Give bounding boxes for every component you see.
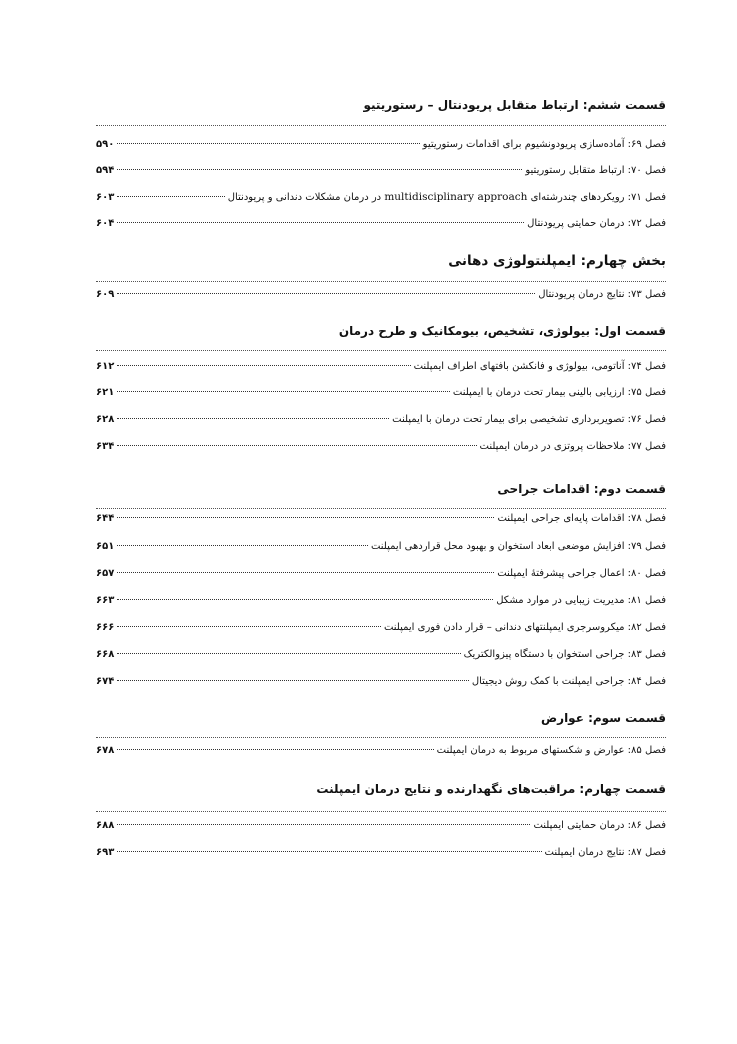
toc-entry[interactable] — [96, 847, 666, 863]
entry-title: فصل ۸۳: جراحی استخوان با دستگاه پیزوالکتریک — [463, 649, 666, 660]
toc-entry[interactable] — [96, 165, 666, 181]
divider — [96, 737, 666, 738]
entry-title: فصل ۸۱: مدیریت زیبایی در موارد مشکل — [496, 595, 666, 606]
section-heading: قسمت سوم: عوارض — [541, 711, 666, 725]
dot-leader — [117, 653, 460, 654]
section-heading: قسمت اول: بیولوژی، تشخیص، بیومکانیک و طرح درمان — [338, 324, 666, 338]
entry-page-number: ۶۰۴ — [96, 218, 115, 229]
entry-page-number: ۶۳۴ — [96, 441, 115, 452]
toc-entry[interactable] — [96, 541, 666, 557]
entry-page-number: ۶۴۴ — [96, 513, 115, 524]
toc-entry[interactable] — [96, 361, 666, 377]
dot-leader — [117, 680, 469, 681]
toc-entry[interactable] — [96, 191, 666, 207]
toc-entry[interactable] — [96, 414, 666, 430]
toc-entry[interactable] — [96, 649, 666, 665]
entry-title: فصل ۷۳: نتایج درمان پریودنتال — [538, 289, 666, 300]
section-heading: قسمت دوم: اقدامات جراحی — [497, 482, 666, 496]
entry-title: فصل ۸۶: درمان حمایتی ایمپلنت — [533, 820, 666, 831]
dot-leader — [117, 418, 389, 419]
toc-entry[interactable] — [96, 595, 666, 611]
dot-leader — [117, 626, 381, 627]
dot-leader — [117, 851, 541, 852]
toc-entry[interactable] — [96, 218, 666, 234]
entry-title: فصل ۷۵: ارزیابی بالینی بیمار تحت درمان با ایمپلنت — [452, 387, 666, 398]
entry-title: فصل ۷۷: ملاحظات پروتزی در درمان ایمپلنت — [479, 441, 666, 452]
entry-title: فصل ۷۴: آناتومی، بیولوژی و فانکشن بافتهای اطراف ایمپلنت — [413, 361, 666, 372]
dot-leader — [117, 391, 450, 392]
entry-title-part: فصل ۷۱: رویکردهای چندرشته‌ای — [530, 192, 666, 203]
entry-title: فصل ۸۵: عوارض و شکستهای مربوط به درمان ایمپلنت — [436, 745, 666, 756]
toc-entry[interactable] — [96, 568, 666, 584]
divider — [96, 281, 666, 282]
toc-entry[interactable] — [96, 622, 666, 638]
divider — [96, 811, 666, 812]
entry-page-number: ۶۸۸ — [96, 820, 115, 831]
entry-page-number: ۶۰۹ — [96, 289, 115, 300]
entry-page-number: ۶۵۷ — [96, 568, 115, 579]
entry-page-number: ۶۵۱ — [96, 541, 115, 552]
toc-entry[interactable] — [96, 745, 666, 761]
divider — [96, 508, 666, 509]
entry-page-number: ۶۹۳ — [96, 847, 115, 858]
toc-entry[interactable] — [96, 387, 666, 403]
divider — [96, 125, 666, 126]
dot-leader — [117, 599, 493, 600]
dot-leader — [117, 545, 368, 546]
entry-page-number: ۶۱۲ — [96, 361, 115, 372]
dot-leader — [117, 365, 410, 366]
entry-title: فصل ۷۶: تصویربرداری تشخیصی برای بیمار تحت درمان با ایمپلنت — [392, 414, 666, 425]
entry-page-number: ۶۲۸ — [96, 414, 115, 425]
dot-leader — [117, 293, 535, 294]
entry-title: فصل ۶۹: آماده‌سازی پریودونشیوم برای اقدامات رستوریتیو — [422, 139, 666, 150]
entry-page-number: ۵۹۴ — [96, 165, 115, 176]
entry-title: فصل ۸۴: جراحی ایمپلنت با کمک روش دیجیتال — [471, 676, 666, 687]
entry-title: فصل ۷۲: درمان حمایتی پریودنتال — [527, 218, 666, 229]
dot-leader — [117, 222, 524, 223]
entry-title: فصل ۸۲: میکروسرجری ایمپلنتهای دندانی – قرار دادن فوری ایمپلنت — [383, 622, 666, 633]
dot-leader — [117, 824, 530, 825]
entry-title — [228, 191, 666, 203]
entry-title: فصل ۸۰: اعمال جراحی پیشرفتهٔ ایمپلنت — [497, 568, 666, 579]
entry-title: فصل ۷۸: اقدامات پایه‌ای جراحی ایمپلنت — [497, 513, 666, 524]
dot-leader — [117, 169, 522, 170]
toc-entry[interactable] — [96, 441, 666, 457]
section-heading: قسمت ششم: ارتباط متقابل پریودنتال – رستوریتیو — [363, 98, 666, 112]
entry-title-part: در درمان مشکلات دندانی و پریودنتال — [227, 192, 382, 203]
entry-title-latin: multidisciplinary approach — [384, 191, 528, 203]
section-heading: قسمت چهارم: مراقبت‌های نگهدارنده و نتایج درمان ایمپلنت — [316, 782, 666, 796]
part-heading: بخش چهارم: ایمپلنتولوژی دهانی — [448, 253, 666, 269]
entry-page-number: ۶۰۳ — [96, 192, 115, 203]
dot-leader — [117, 572, 494, 573]
toc-entry[interactable] — [96, 820, 666, 836]
toc-entry[interactable] — [96, 139, 666, 155]
entry-page-number: ۶۶۶ — [96, 622, 115, 633]
toc-entry[interactable] — [96, 289, 666, 305]
entry-page-number: ۶۶۳ — [96, 595, 115, 606]
entry-title: فصل ۷۰: ارتباط متقابل رستوریتیو — [525, 165, 666, 176]
entry-page-number: ۶۶۸ — [96, 649, 115, 660]
divider — [96, 350, 666, 351]
dot-leader — [117, 517, 494, 518]
entry-page-number: ۵۹۰ — [96, 139, 115, 150]
entry-title: فصل ۸۷: نتایج درمان ایمپلنت — [544, 847, 666, 858]
dot-leader — [117, 749, 433, 750]
entry-page-number: ۶۲۱ — [96, 387, 115, 398]
entry-title: فصل ۷۹: افزایش موضعی ابعاد استخوان و بهبود محل قراردهی ایمپلنت — [370, 541, 666, 552]
toc-entry[interactable] — [96, 676, 666, 692]
dot-leader — [117, 196, 224, 197]
dot-leader — [117, 143, 419, 144]
toc-entry[interactable] — [96, 513, 666, 529]
entry-page-number: ۶۷۴ — [96, 676, 115, 687]
entry-page-number: ۶۷۸ — [96, 745, 115, 756]
dot-leader — [117, 445, 476, 446]
